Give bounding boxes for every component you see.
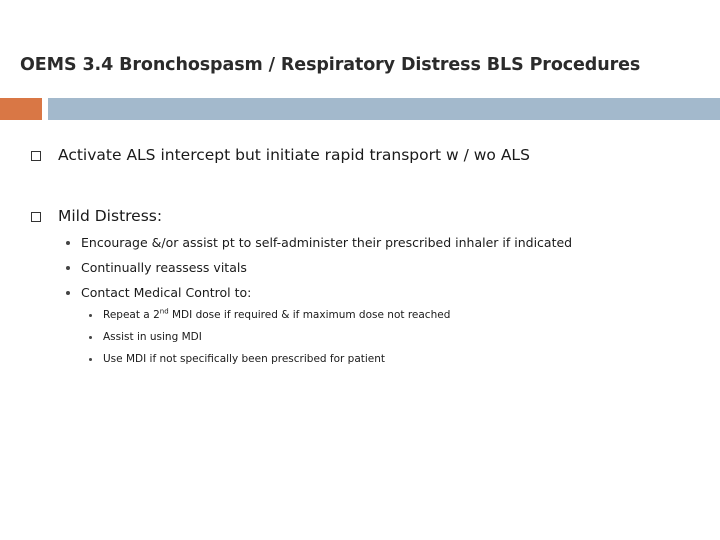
dot-bullet-icon [89,314,92,317]
slide-title: OEMS 3.4 Bronchospasm / Respiratory Distress BLS Procedures [20,55,641,75]
sub-bullet-text: Encourage &/or assist pt to self-administer their prescribed inhaler if indicated [81,235,573,250]
dot-bullet-icon [89,336,92,339]
dot-bullet-icon [66,241,70,245]
dot-bullet-icon [66,291,70,295]
sub-bullet-text: Contact Medical Control to: [81,285,252,300]
square-bullet-icon [31,212,41,222]
sub-bullet-text: Continually reassess vitals [81,260,247,275]
accent-bar-blue [48,98,720,120]
bullet-text: Activate ALS intercept but initiate rapid transport w / wo ALS [58,146,530,164]
sub-sub-bullet-text: Repeat a 2nd MDI dose if required & if maximum dose not reached [103,307,451,321]
accent-bar-orange [0,98,42,120]
sub-sub-bullet-text: Use MDI if not specifically been prescribed for patient [103,353,386,365]
dot-bullet-icon [89,358,92,361]
bullet-text: Mild Distress: [58,207,163,225]
dot-bullet-icon [66,266,70,270]
square-bullet-icon [31,151,41,161]
sub-sub-bullet-text: Assist in using MDI [103,331,202,343]
